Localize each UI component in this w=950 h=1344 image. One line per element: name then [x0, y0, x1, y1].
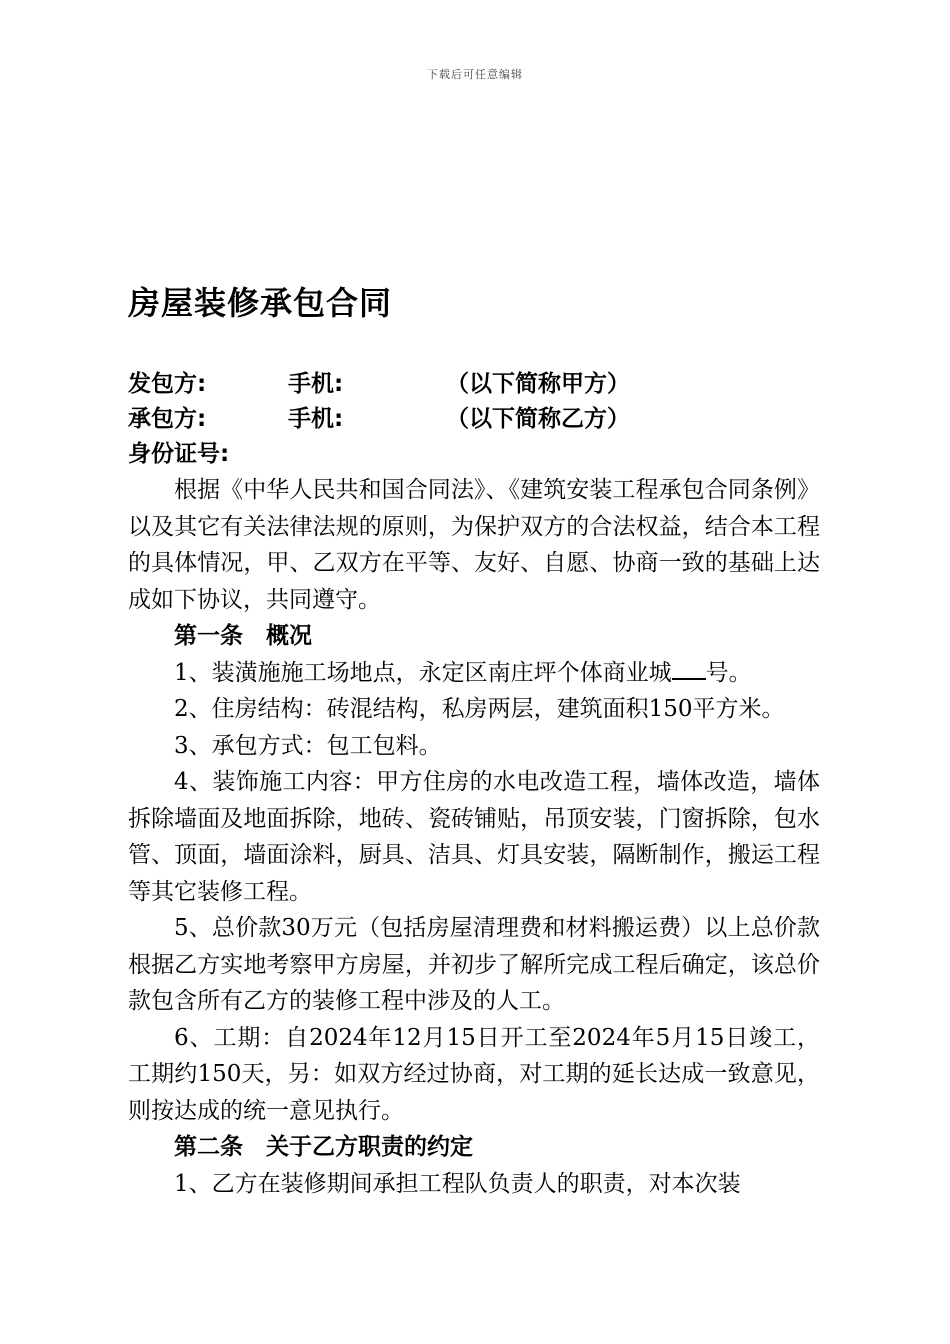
article-1-item-1-text: 1、装潢施施工场地点，永定区南庄坪个体商业城	[174, 659, 672, 686]
article-1-item-1	[128, 655, 820, 692]
article-2-heading: 第二条 关于乙方职责的约定	[174, 1134, 473, 1160]
article-1-item-6: 6、工期：自2024年12月15日开工至2024年5月15日竣工，工期约150天，另：如双方经过协商，对工期的延长达成一致意见，则按达成的统一意见执行。	[128, 1024, 820, 1124]
contract-body	[128, 472, 820, 1202]
intro-paragraph: 根据《中华人民共和国合同法》、《建筑安装工程承包合同条例》以及其它有关法律法规的原则，为保护双方的合法权益，结合本工程的具体情况，甲、乙双方在平等、友好、自愿、协商一致的基础上达成如下协议，共同遵守。	[128, 477, 820, 613]
id-number-label: 身份证号:	[128, 441, 230, 467]
party-a-alias: （以下简称甲方）	[446, 371, 630, 397]
article-2-item-1: 1、乙方在装修期间承担工程队负责人的职责，对本次装	[174, 1170, 741, 1197]
article-1-heading: 第一条 概况	[174, 623, 312, 649]
article-1-item-2: 2、住房结构：砖混结构，私房两层，建筑面积150平方米。	[174, 696, 785, 722]
party-a-line	[128, 367, 828, 401]
party-b-label: 承包方:	[128, 406, 207, 432]
party-a-label: 发包方:	[128, 371, 207, 397]
document-title: 房屋装修承包合同	[128, 284, 393, 322]
party-a-phone-label: 手机:	[288, 371, 344, 397]
article-1-item-1-suffix: 号。	[705, 659, 752, 686]
article-1-item-5: 5、总价款30万元（包括房屋清理费和材料搬运费）以上总价款根据乙方实地考察甲方房屋，并初步了解所完成工程后确定，该总价款包含所有乙方的装修工程中涉及的人工。	[128, 915, 820, 1014]
party-b-phone-label: 手机:	[288, 406, 344, 432]
article-1-item-3: 3、承包方式：包工包料。	[174, 732, 442, 759]
article-1-item-4: 4、装饰施工内容：甲方住房的水电改造工程，墙体改造，墙体拆除墙面及地面拆除，地砖、瓷砖铺贴，吊顶安装，门窗拆除，包水管、顶面，墙面涂料，厨具、洁具、灯具安装，隔断制作，搬运工程等其它装修工程。	[128, 769, 820, 905]
party-b-alias: （以下简称乙方）	[446, 406, 630, 432]
id-number-line	[128, 437, 828, 471]
address-number-blank	[672, 658, 706, 680]
page-header-note: 下载后可任意编辑	[427, 68, 523, 81]
party-b-line	[128, 402, 828, 436]
